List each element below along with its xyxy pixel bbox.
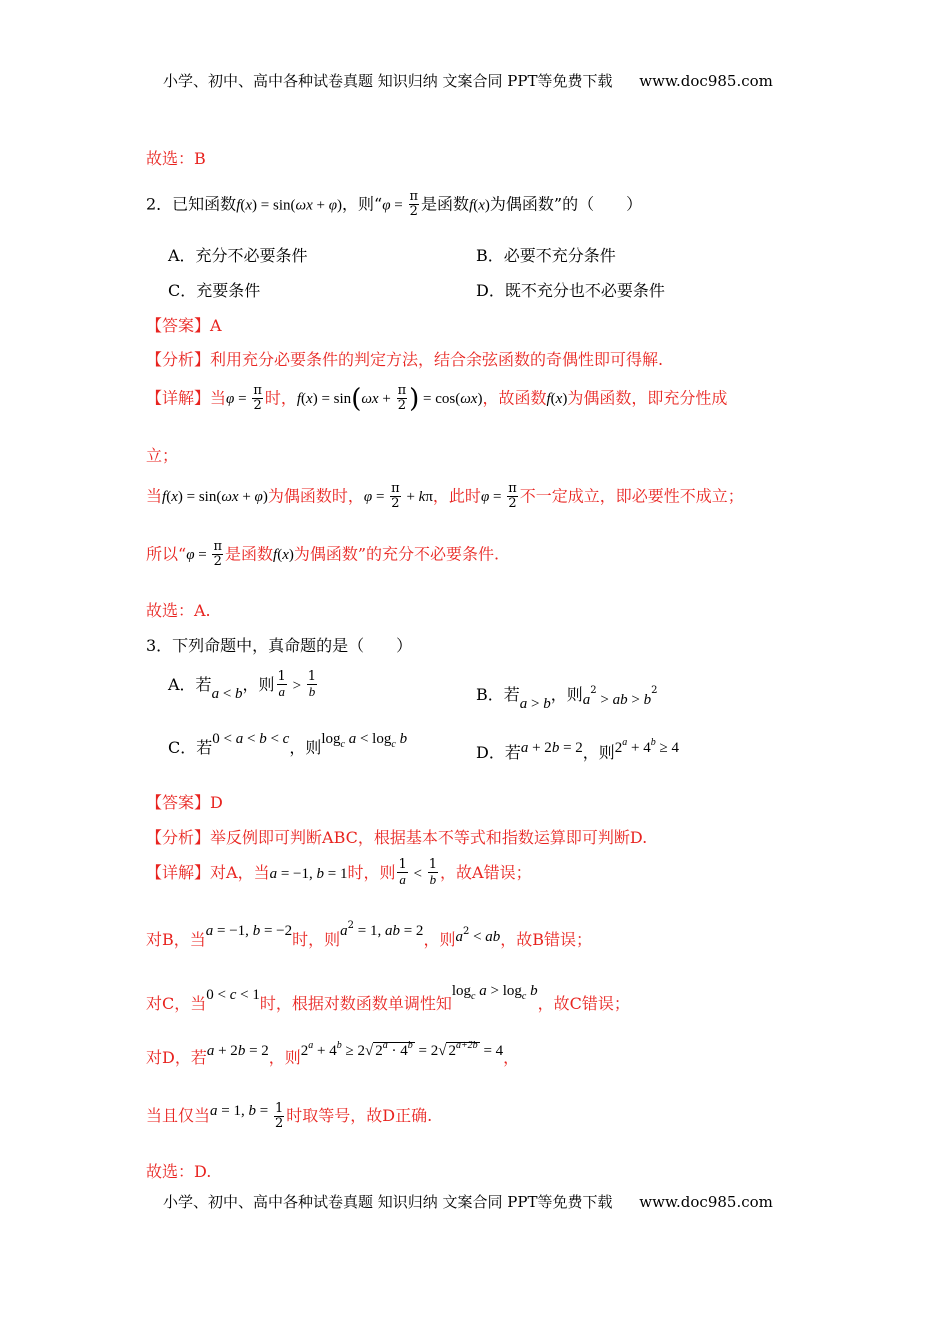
q2-stem: 2．已知函数f(x) = sin(ωx + φ)，则“φ = $\frac{\pi}{2}$ 是函数f(x)为偶函数”的（ ） xyxy=(146,189,643,220)
q3-detail-b: 对B，当a = −1, b = −2时，则$a^2 = 1$, ab = 2，则$a^2$ < ab，故B错误； xyxy=(146,920,593,949)
footer-site[interactable]: www.doc985.com xyxy=(639,1193,773,1211)
q2-detail-1: 【详解】当φ = $\frac{\pi}{2}$ 时，f(x) = sin(ωx + $\frac{\pi}{2}$ ) = cos(ωx)，故函数f(x)为偶函数，即充分性成 xyxy=(146,383,728,415)
q3-detail-c: 对C，当0 < c < 1时，根据对数函数单调性知$\log_c a > \log_c b$，故C错误； xyxy=(146,983,630,1013)
header-text: 小学、初中、高中各种试卷真题 知识归纳 文案合同 PPT等免费下载 xyxy=(163,72,613,90)
q3-answer: 【答案】D xyxy=(146,793,223,812)
q2-option-b: B．必要不充分条件 xyxy=(476,246,616,265)
q3-detail-a: 【详解】对A，当a = −1, b = 1时，则 $\frac{1}{a}$ < $\frac{1}{b}$ ，故A错误； xyxy=(146,857,532,888)
q3-option-d: D．若a + 2b = 2，则$2^a + 4^b \ge 4$ xyxy=(476,737,679,762)
q1-choice: 故选：B xyxy=(146,149,206,168)
q3-stem: 3．下列命题中，真命题的是（ ） xyxy=(146,636,413,655)
q2-detail-1-cont: 立； xyxy=(146,446,179,465)
q2-option-c: C．充要条件 xyxy=(168,281,261,300)
footer-text: 小学、初中、高中各种试卷真题 知识归纳 文案合同 PPT等免费下载 xyxy=(163,1193,613,1211)
math-fx: f xyxy=(236,197,241,214)
q2-analysis: 【分析】利用充分必要条件的判定方法，结合余弦函数的奇偶性即可得解. xyxy=(146,350,664,369)
page-header xyxy=(163,70,773,91)
q2-answer: 【答案】A xyxy=(146,316,222,335)
q2-option-d: D．既不充分也不必要条件 xyxy=(476,281,665,300)
q2-choice: 故选：A. xyxy=(146,601,211,620)
q2-detail-3: 所以“φ = $\frac{\pi}{2}$ 是函数f(x)为偶函数”的充分不必要条件. xyxy=(146,539,500,570)
q3-detail-d: 对D，若a + 2b = 2，则$2^a + 4^b \ge 2√$ $2^a \cdot 4^b = 2√$ $2^{a+2b} = 4$， xyxy=(146,1040,520,1067)
q3-option-c: C．若0 < a < b < c，则$\log^c a < \log^c b$ xyxy=(168,731,408,757)
q2-detail-2: 当f(x) = sin(ωx + φ)为偶函数时，φ = $\frac{\pi}{2}$ + kπ，此时φ = $\frac{\pi}{2}$ 不一定成立，即必要性不成立； xyxy=(146,481,744,512)
q2-option-a: A．充分不必要条件 xyxy=(168,246,308,265)
q3-choice: 故选：D. xyxy=(146,1162,212,1181)
page-footer xyxy=(163,1191,773,1212)
q3-detail-e: 当且仅当a = 1, b = $\frac{1}{2}$ 时取等号，故D正确. xyxy=(146,1100,433,1131)
q3-option-a: A．若a < b，则 $\frac{1}{a}$ > $\frac{1}{b}$ xyxy=(168,669,317,702)
q3-option-b: B．若a > b，则$a^2$ > ab > $b^2$ xyxy=(476,685,658,712)
q3-analysis: 【分析】举反例即可判断ABC，根据基本不等式和指数运算即可判断D. xyxy=(146,828,648,847)
header-site[interactable]: www.doc985.com xyxy=(639,72,773,90)
